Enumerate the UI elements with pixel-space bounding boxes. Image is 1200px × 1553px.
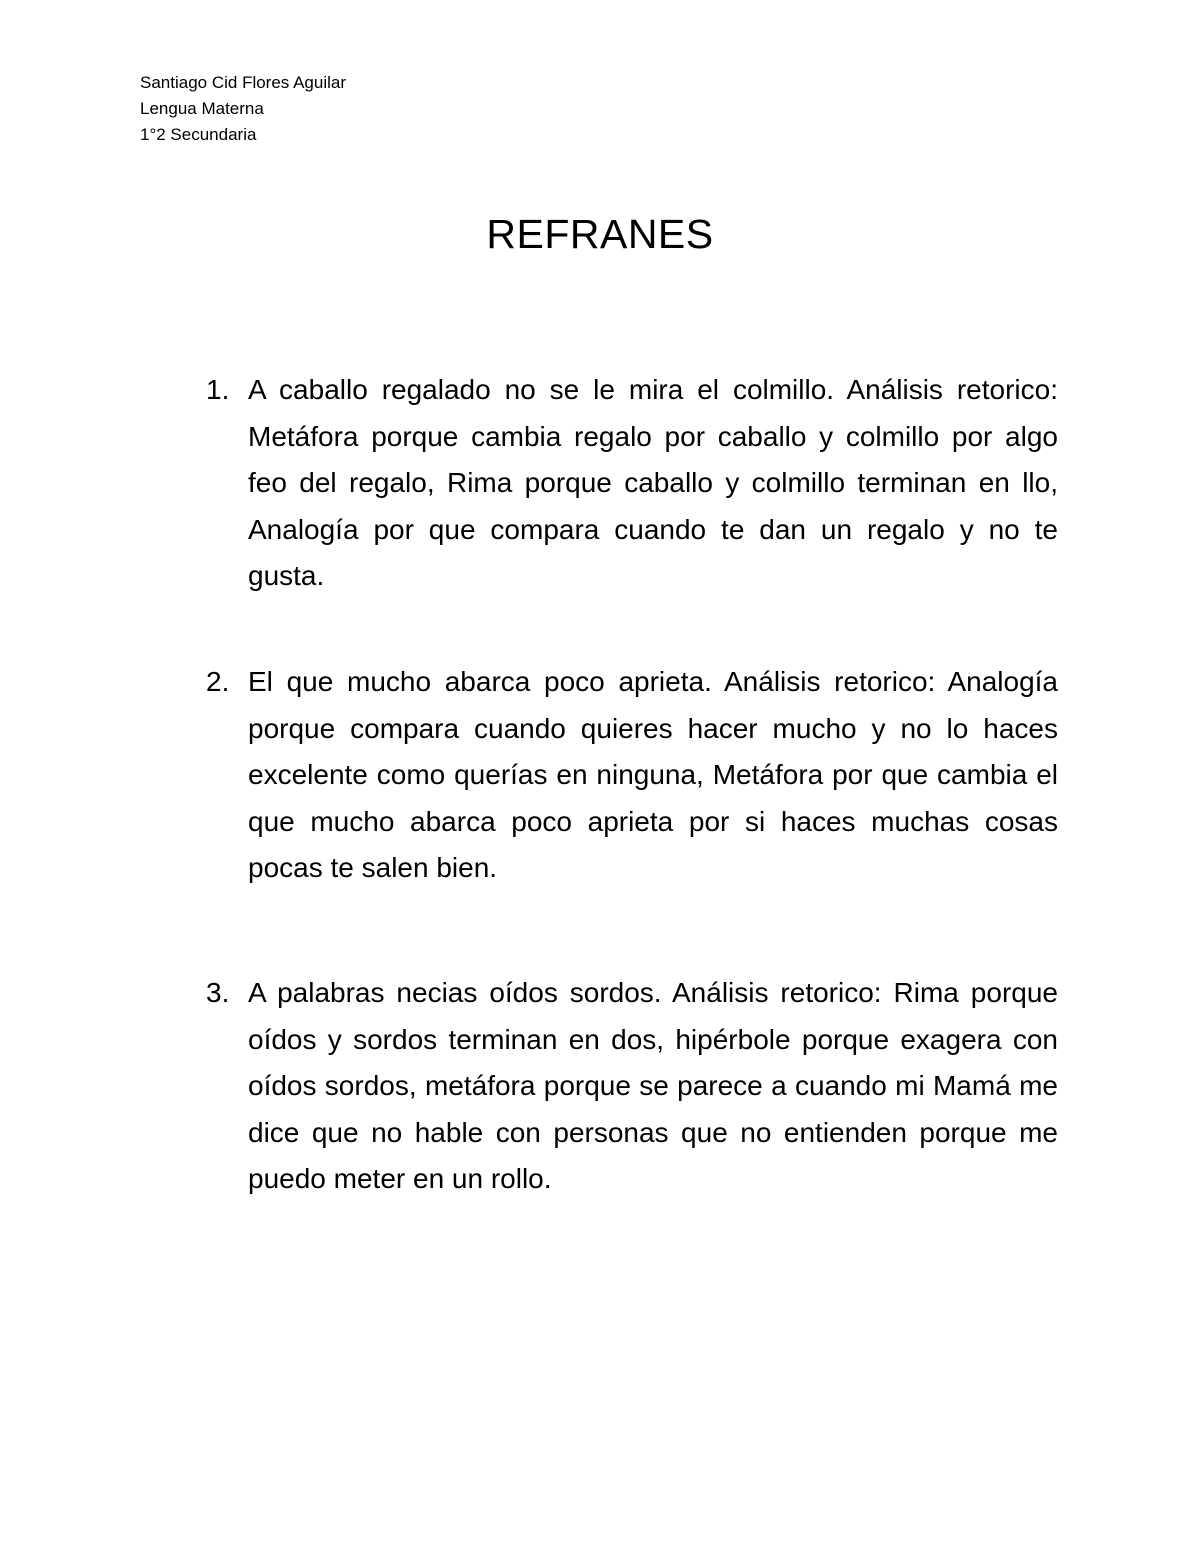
- list-item: [206, 970, 1058, 1203]
- list-item-text: A caballo regalado no se le mira el colmillo. Análisis retorico: Metáfora porque cambia regalo por caballo y colmillo por algo feo del regalo, Rima porque caballo y colmillo terminan en llo, Analogía por que compara cuando te dan un regalo y no te gusta.: [248, 374, 1058, 591]
- subject-name: Lengua Materna: [140, 99, 264, 118]
- list-item-text: A palabras necias oídos sordos. Análisis retorico: Rima porque oídos y sordos terminan en dos, hipérbole porque exagera con oídos sordos, metáfora porque se parece a cuando mi Mamá me dice que no hable con personas que no entienden porque me puedo meter en un rollo.: [248, 977, 1058, 1194]
- document-header: [140, 70, 346, 148]
- author-name: Santiago Cid Flores Aguilar: [140, 73, 347, 92]
- list-item-text: El que mucho abarca poco aprieta. Análisis retorico: Analogía porque compara cuando quieres hacer mucho y no lo haces excelente como querías en ninguna, Metáfora por que cambia el que mucho abarca poco aprieta por si haces muchas cosas pocas te salen bien.: [248, 666, 1058, 883]
- grade-level: 1°2 Secundaria: [140, 125, 257, 144]
- list-item-number: 2.: [206, 666, 230, 697]
- document-title: REFRANES: [486, 211, 714, 257]
- list-item: [206, 367, 1058, 600]
- list-item: [206, 659, 1058, 892]
- list-item-number: 3.: [206, 977, 230, 1008]
- list-item-number: 1.: [206, 374, 230, 405]
